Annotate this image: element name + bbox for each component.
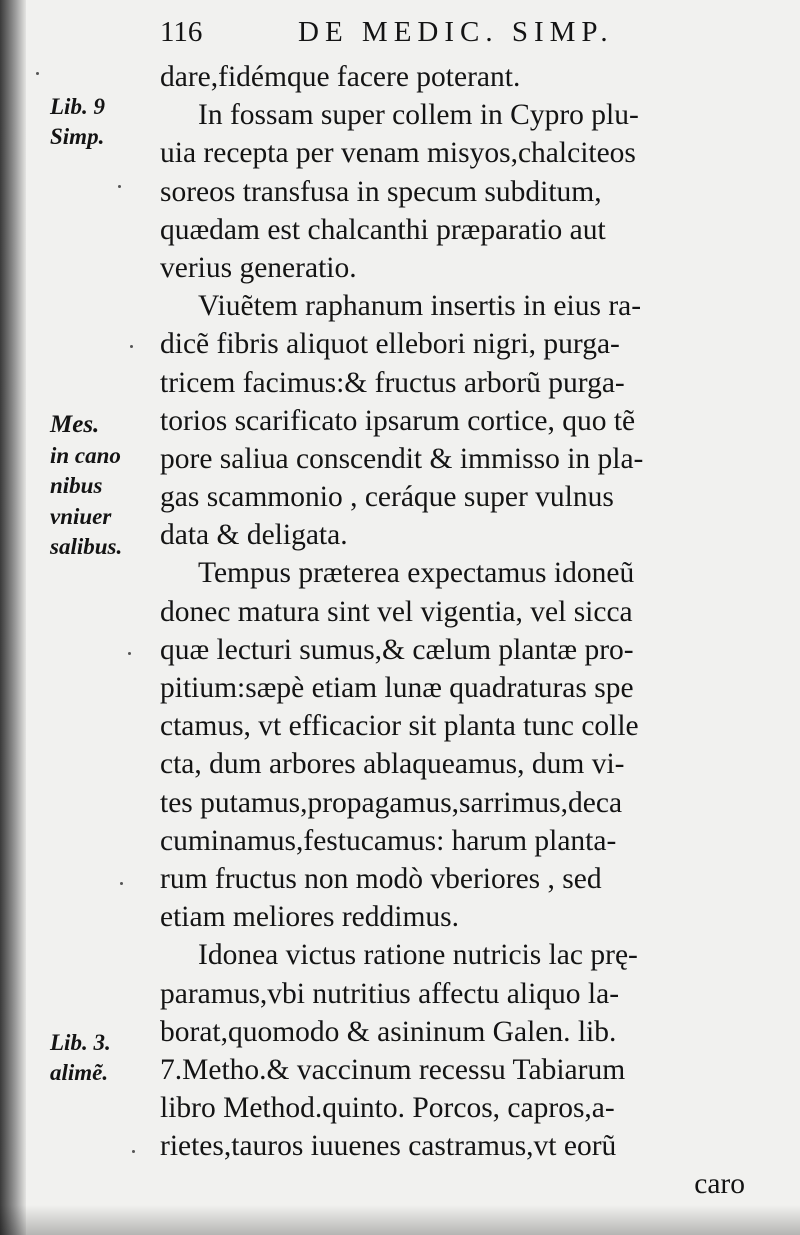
- text-line: pore saliua conscendit & immisso in pla-: [160, 442, 644, 475]
- margin-note-mes: [50, 410, 122, 563]
- margin-note-line: Mes.: [50, 411, 100, 438]
- page-bottom-shadow: [0, 1205, 800, 1235]
- text-line: pitium:sæpè etiam lunæ quadraturas spe: [160, 672, 634, 704]
- text-line: dare,fidémque facere poterant.: [160, 61, 521, 93]
- running-title: DE MEDIC. SIMP.: [298, 16, 614, 48]
- margin-note-line: Lib. 9: [50, 94, 105, 119]
- text-line: dicẽ fibris aliquot ellebori nigri, purga-: [160, 328, 620, 361]
- text-line: paramus,vbi nutritius affectu aliquo la-: [160, 977, 620, 1010]
- catchword: caro: [694, 1168, 745, 1201]
- text-line: Tempus præterea expectamus idoneũ: [198, 557, 635, 590]
- ink-speck: [118, 185, 121, 188]
- text-line: tricem facimus:& fructus arborũ purga-: [160, 366, 625, 399]
- text-line: quæ lecturi sumus,& cælum plantæ pro-: [160, 633, 634, 666]
- text-line: gas scammonio , ceráque super vulnus: [160, 481, 614, 514]
- margin-note-line: Lib. 3.: [50, 1030, 111, 1055]
- text-line: donec matura sint vel vigentia, vel sicca: [160, 595, 633, 628]
- text-line: ctamus, vt efficacior sit planta tunc colle: [160, 710, 639, 743]
- text-line: borat,quomodo & asininum Galen. lib.: [160, 1015, 617, 1048]
- text-line: Idonea victus ratione nutricis lac prę-: [198, 939, 638, 972]
- text-line: rietes,tauros iuuenes castramus,vt eorũ: [160, 1130, 617, 1163]
- text-line: torios scarificato ipsarum cortice, quo tẽ: [160, 404, 636, 437]
- ink-speck: [36, 72, 39, 75]
- ink-speck: [120, 882, 123, 885]
- margin-note-line: nibus: [50, 473, 103, 498]
- text-line: soreos transfusa in specum subditum,: [160, 175, 602, 208]
- text-line: libro Method.quinto. Porcos, capros,a-: [160, 1092, 615, 1125]
- margin-note-lib3: [50, 1028, 111, 1088]
- ink-speck: [128, 652, 131, 655]
- ink-speck: [132, 1150, 135, 1153]
- text-line: 7.Metho.& vaccinum recessu Tabiarum: [160, 1053, 626, 1086]
- margin-note-lib9: [50, 92, 105, 152]
- running-head: [160, 14, 740, 50]
- text-line: verius generatio.: [160, 251, 357, 284]
- text-line: cta, dum arbores ablaqueamus, dum vi-: [160, 748, 625, 781]
- text-line: cuminamus,festucamus: harum planta-: [160, 824, 617, 857]
- margin-note-line: alimẽ.: [50, 1060, 109, 1085]
- text-line: In fossam super collem in Cypro plu-: [198, 99, 639, 132]
- text-line: Viuẽtem raphanum insertis in eius ra-: [198, 290, 642, 323]
- text-line: tes putamus,propagamus,sarrimus,deca: [160, 786, 623, 819]
- margin-note-line: salibus.: [50, 534, 123, 559]
- ink-speck: [130, 345, 133, 348]
- page-number: 116: [160, 16, 203, 48]
- body-text: [160, 58, 745, 1204]
- binding-gutter-shadow: [0, 0, 26, 1235]
- margin-note-line: vniuer: [50, 503, 112, 529]
- text-line: rum fructus non modò vberiores , sed: [160, 862, 602, 895]
- text-line: quædam est chalcanthi præparatio aut: [160, 213, 606, 246]
- text-line: etiam meliores reddimus.: [160, 901, 460, 934]
- margin-note-line: Simp.: [50, 124, 105, 149]
- margin-note-line: in cano: [50, 442, 121, 468]
- text-line: uia recepta per venam misyos,chalciteos: [160, 137, 636, 170]
- text-line: data & deligata.: [160, 519, 348, 552]
